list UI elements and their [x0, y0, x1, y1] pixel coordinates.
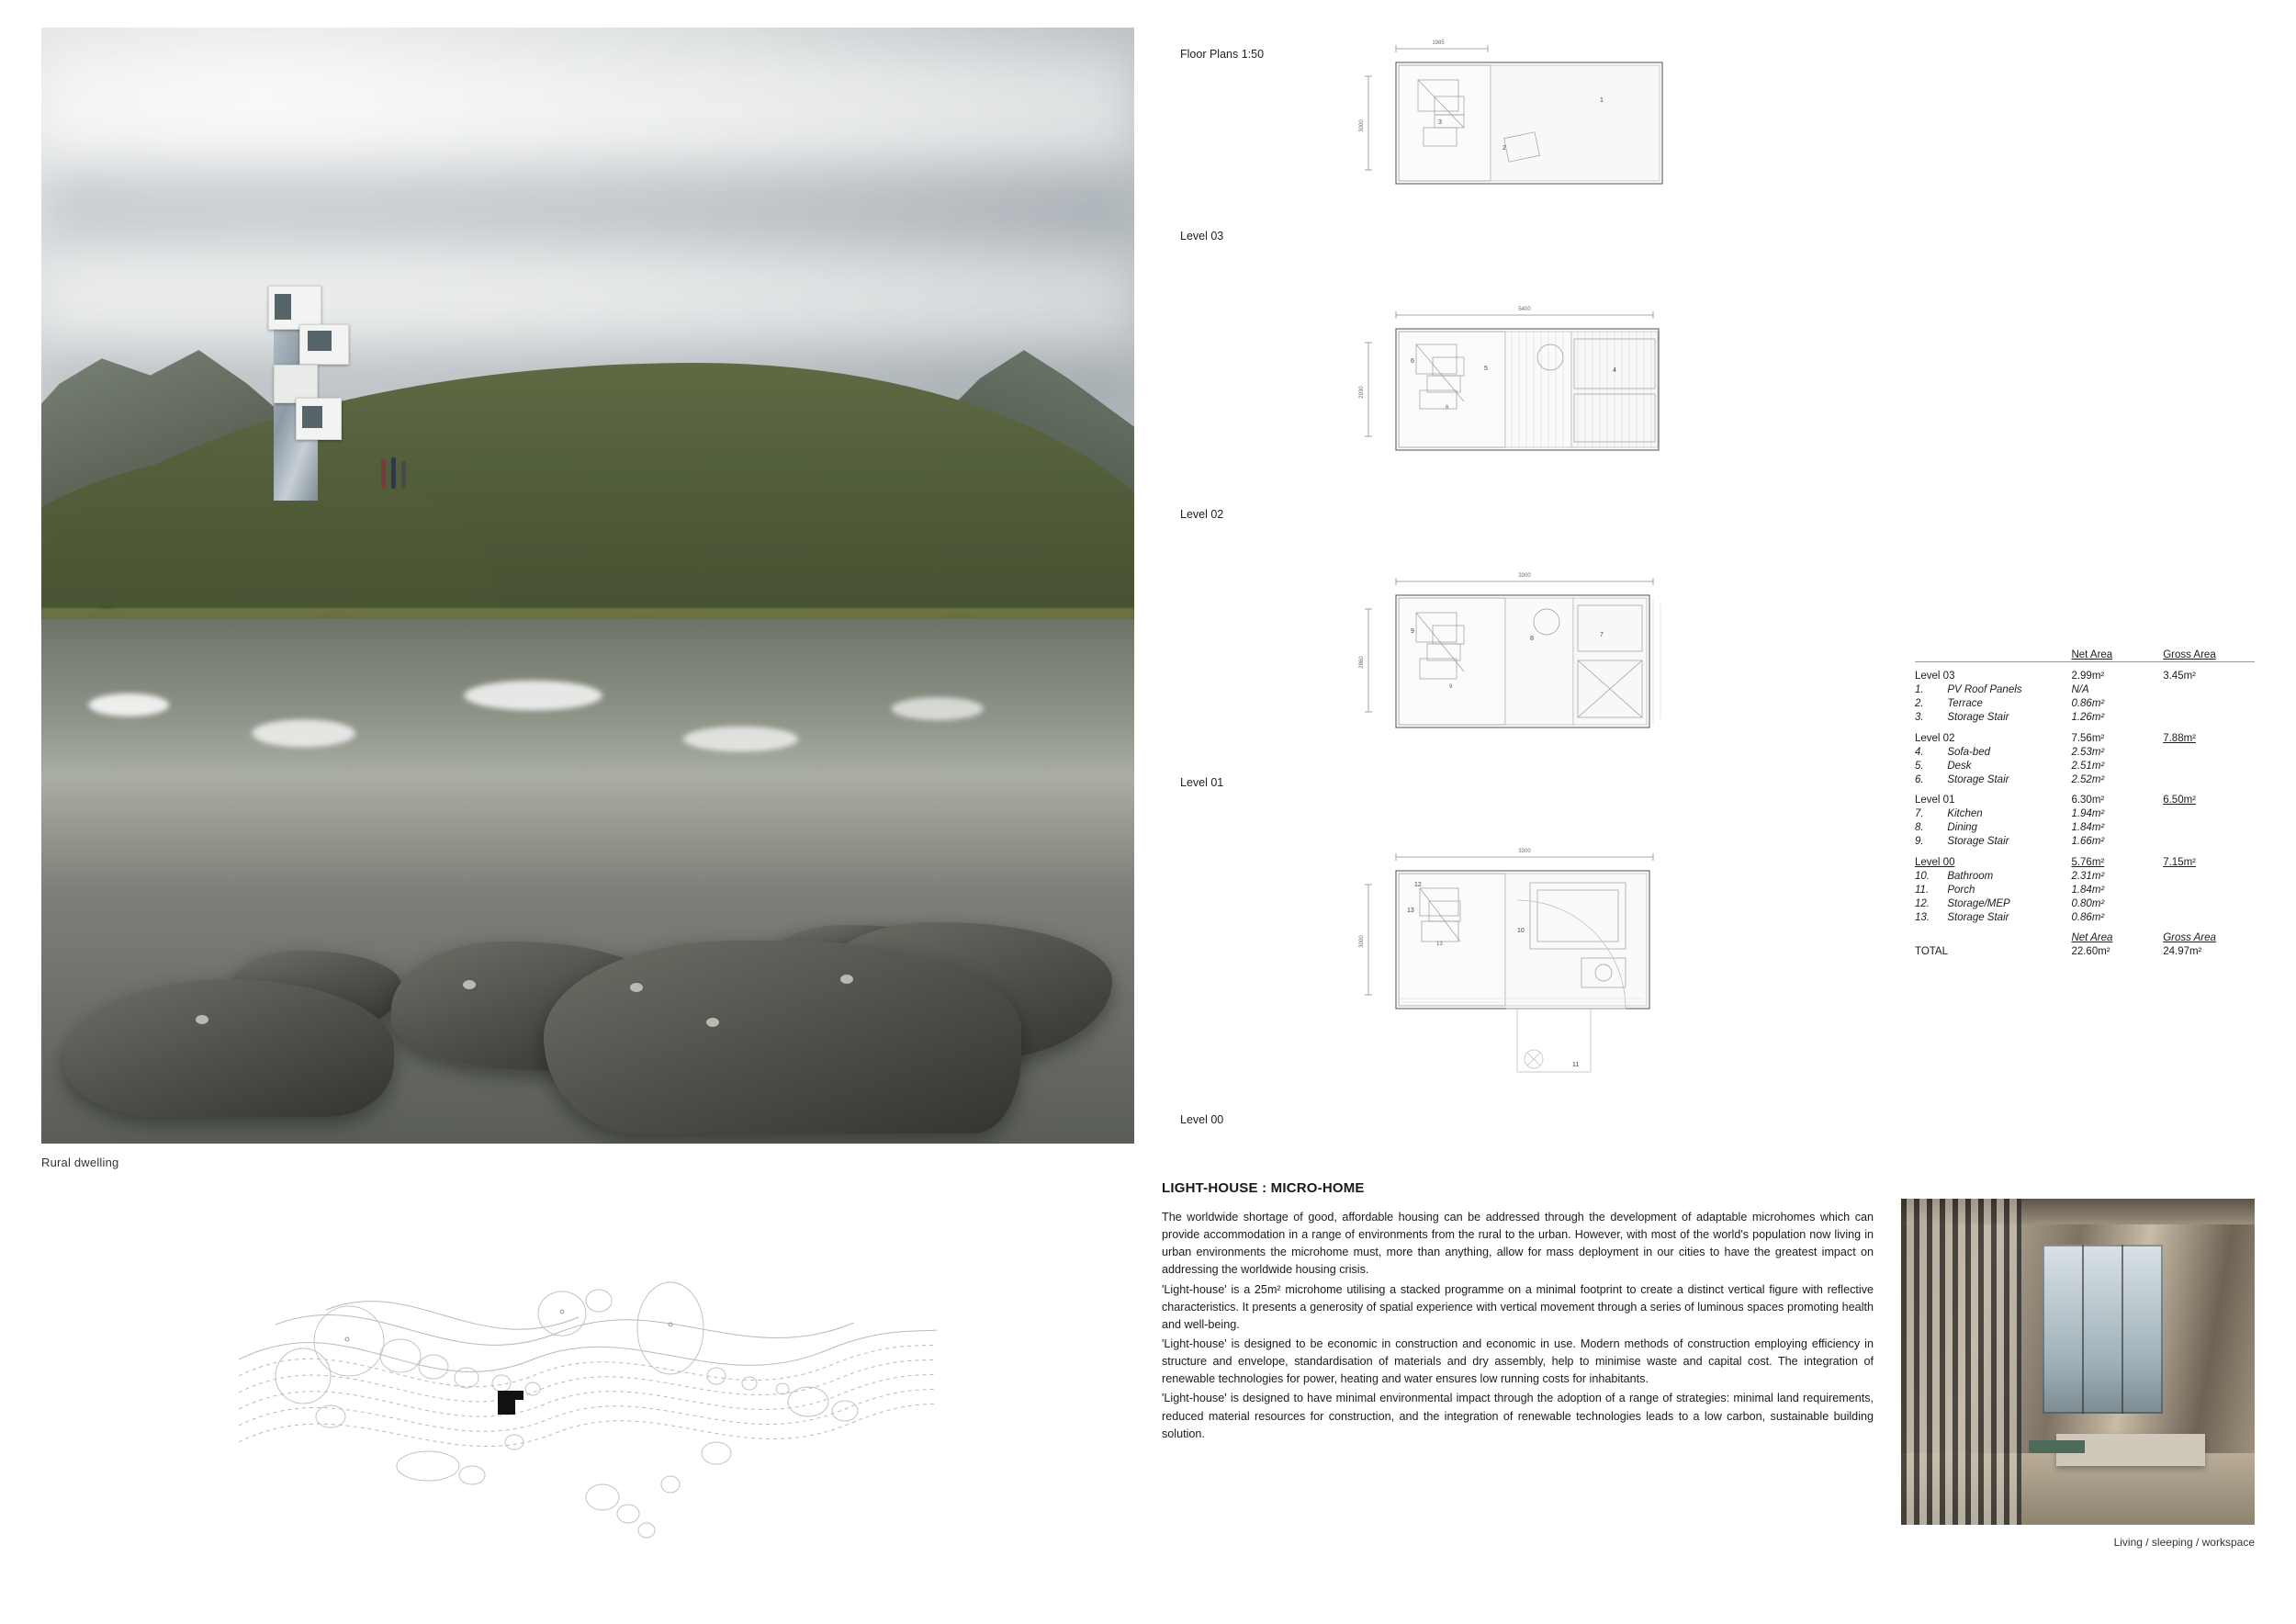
svg-text:3300: 3300: [1518, 573, 1531, 579]
page-title: LIGHT-HOUSE : MICRO-HOME: [1162, 1180, 1365, 1196]
room-net: 2.51m²: [2071, 760, 2105, 772]
footer-gross-area: Gross Area: [2163, 932, 2216, 943]
room-net: 2.52m²: [2071, 773, 2105, 785]
room-no: 13.: [1915, 911, 1930, 923]
svg-text:4: 4: [1613, 367, 1616, 374]
table-row: [1915, 745, 2255, 759]
level-gross: 7.88m²: [2163, 732, 2196, 744]
table-row: [1915, 697, 2255, 711]
table-footer-row: [1915, 924, 2255, 945]
room-no: 11.: [1915, 884, 1930, 896]
total-net: 22.60m²: [2071, 946, 2110, 957]
svg-text:1: 1: [1600, 97, 1604, 104]
table-row: [1915, 683, 2255, 697]
table-row: [1915, 807, 2255, 821]
table-row: [1915, 897, 2255, 910]
paragraph: 'Light-house' is a 25m² microhome utilising a stacked programme on a minimal footprint to create a distinct vertical figure with reflective characteristics. It presents a generosity of spatial experience with vertical movement through a series of luminous spaces promoting health and well-being.: [1162, 1282, 1874, 1331]
rural-dwelling-photo: [41, 28, 1134, 1144]
table-row: [1915, 725, 2255, 746]
level-label-03: Level 03: [1180, 230, 1224, 242]
level-gross: 7.15m²: [2163, 856, 2196, 868]
room-no: 10.: [1915, 870, 1930, 882]
room-name: Porch: [1947, 884, 1975, 896]
svg-text:3000: 3000: [1359, 119, 1365, 132]
tower-module: [268, 286, 321, 330]
room-net: 0.86m²: [2071, 698, 2105, 709]
room-name: Kitchen: [1947, 808, 1983, 819]
room-name: PV Roof Panels: [1947, 684, 2022, 695]
room-no: 8.: [1915, 822, 1924, 833]
room-name: Sofa-bed: [1947, 746, 1991, 758]
svg-text:5400: 5400: [1518, 307, 1531, 312]
room-name: Storage/MEP: [1947, 897, 2010, 909]
site-context-diagram: [239, 1222, 937, 1552]
level-name: Level 02: [1915, 732, 1955, 744]
svg-text:5: 5: [1484, 366, 1488, 372]
footer-net-area: Net Area: [2071, 932, 2113, 943]
table-row: [1915, 662, 2255, 683]
room-name: Storage Stair: [1947, 773, 2009, 785]
table-row: [1915, 883, 2255, 897]
svg-text:6: 6: [1446, 405, 1449, 411]
room-no: 12.: [1915, 897, 1930, 909]
table-row: [1915, 821, 2255, 835]
room-net: N/A: [2071, 684, 2089, 695]
level-net: 2.99m²: [2071, 671, 2105, 682]
timber-screen: [1901, 1199, 2021, 1525]
room-net: 1.26m²: [2071, 712, 2105, 723]
room-no: 2.: [1915, 698, 1924, 709]
svg-text:3300: 3300: [1518, 849, 1531, 854]
room-name: Bathroom: [1947, 870, 1994, 882]
room-net: 2.31m²: [2071, 870, 2105, 882]
table-row: [1915, 849, 2255, 870]
rock: [63, 979, 394, 1117]
floor-plans-label: Floor Plans 1:50: [1180, 48, 1265, 61]
header-gross-area: Gross Area: [2163, 648, 2216, 660]
svg-text:8: 8: [1530, 636, 1534, 642]
tower-module: [299, 324, 349, 365]
room-no: 7.: [1915, 808, 1924, 819]
cloud-band: [41, 166, 1134, 249]
svg-text:1985: 1985: [1432, 40, 1445, 46]
tower-glazing: [275, 294, 291, 320]
level-label-01: Level 01: [1180, 776, 1224, 789]
svg-text:13: 13: [1407, 908, 1414, 914]
person-figure: [401, 461, 406, 489]
room-no: 5.: [1915, 760, 1924, 772]
room-no: 1.: [1915, 684, 1924, 695]
cloud-band: [41, 256, 1134, 353]
room-name: Storage Stair: [1947, 911, 2009, 923]
room-name: Dining: [1947, 822, 1977, 833]
light-house-tower: [257, 280, 358, 501]
paragraph: 'Light-house' is designed to be economic in construction and economic in use. Modern methods of construction employing efficiency in structure and envelope, standardisation of materials and dry assembly, help to minimise waste and capital cost. The integration of renewable technologies for power, heating and water ensures low running costs for inhabitants.: [1162, 1336, 1874, 1386]
project-description: [1162, 1180, 1874, 1445]
level-label-02: Level 02: [1180, 508, 1224, 521]
svg-text:11: 11: [1572, 1062, 1580, 1068]
plan-level-03: [1350, 32, 1681, 243]
room-name: Terrace: [1947, 698, 1983, 709]
total-gross: 24.97m²: [2163, 946, 2202, 957]
table-row: [1915, 869, 2255, 883]
tower-module: [296, 398, 342, 440]
table-row: [1915, 759, 2255, 773]
table-row: [1915, 910, 2255, 924]
white-water: [41, 629, 1134, 818]
tower-glazing: [302, 406, 322, 428]
area-schedule-table: [1915, 648, 2255, 959]
plan-level-02: [1350, 299, 1681, 510]
level-name: Level 03: [1915, 671, 1955, 682]
room-no: 9.: [1915, 836, 1924, 847]
svg-text:7: 7: [1600, 632, 1604, 638]
plan-level-00: [1350, 840, 1681, 1107]
header-net-area: Net Area: [2071, 648, 2113, 660]
cloud-band: [41, 55, 1134, 166]
svg-text:3: 3: [1438, 119, 1442, 126]
tower-glazing: [308, 331, 332, 351]
svg-text:13: 13: [1436, 942, 1443, 947]
plan-level-01: [1350, 565, 1681, 795]
svg-text:6: 6: [1411, 358, 1414, 365]
rock: [544, 941, 1021, 1133]
room-net: 1.66m²: [2071, 836, 2105, 847]
room-name: Storage Stair: [1947, 836, 2009, 847]
table-row: [1915, 835, 2255, 849]
interior-photo-caption: Living / sleeping / workspace: [2113, 1536, 2255, 1549]
level-net: 5.76m²: [2071, 856, 2105, 868]
table-row: [1915, 711, 2255, 725]
river: [41, 619, 1134, 1144]
svg-text:12: 12: [1414, 882, 1422, 888]
svg-text:2930: 2930: [1359, 386, 1365, 399]
level-gross: 6.50m²: [2163, 795, 2196, 806]
level-net: 6.30m²: [2071, 795, 2105, 806]
table-total-row: [1915, 945, 2255, 959]
level-name: Level 01: [1915, 795, 1955, 806]
interior-window: [2043, 1245, 2163, 1415]
level-label-00: Level 00: [1180, 1113, 1224, 1126]
low-table: [2029, 1440, 2086, 1453]
svg-text:9: 9: [1449, 684, 1453, 690]
svg-text:2: 2: [1503, 145, 1506, 152]
svg-text:2860: 2860: [1359, 656, 1365, 669]
room-net: 1.84m²: [2071, 884, 2105, 896]
room-name: Storage Stair: [1947, 712, 2009, 723]
room-net: 1.84m²: [2071, 822, 2105, 833]
room-no: 3.: [1915, 712, 1924, 723]
room-no: 6.: [1915, 773, 1924, 785]
room-net: 2.53m²: [2071, 746, 2105, 758]
table-header-row: [1915, 648, 2255, 662]
person-figure: [391, 457, 396, 489]
table-row: [1915, 786, 2255, 807]
svg-text:9: 9: [1411, 628, 1414, 635]
interior-photo: [1901, 1199, 2255, 1525]
paragraph: The worldwide shortage of good, affordable housing can be addressed through the development of adaptable microhomes which can provide accommodation in a range of environments from the rural to the urban. However, with most of the world's population now living in urban environments the microhome must, more than anything, allow for mass deployment in our cities to have the greatest impact on addressing the worldwide housing crisis.: [1162, 1211, 1874, 1277]
room-name: Desk: [1947, 760, 1972, 772]
level-name: Level 00: [1915, 856, 1955, 868]
hero-photo-caption: Rural dwelling: [41, 1156, 119, 1169]
svg-text:3000: 3000: [1359, 935, 1365, 948]
total-label: TOTAL: [1915, 946, 1948, 957]
level-gross: 3.45m²: [2163, 671, 2196, 682]
table-row: [1915, 773, 2255, 786]
level-net: 7.56m²: [2071, 732, 2105, 744]
svg-text:10: 10: [1517, 928, 1525, 934]
room-net: 1.94m²: [2071, 808, 2105, 819]
person-figure: [381, 459, 386, 489]
room-net: 0.80m²: [2071, 897, 2105, 909]
room-no: 4.: [1915, 746, 1924, 758]
paragraph: 'Light-house' is designed to have minimal environmental impact through the adoption of a range of strategies: minimal land requirements, reduced material resources for construction, and the integration of renewable technologies leads to a low carbon, sustainable building solution.: [1162, 1392, 1874, 1440]
room-net: 0.86m²: [2071, 911, 2105, 923]
